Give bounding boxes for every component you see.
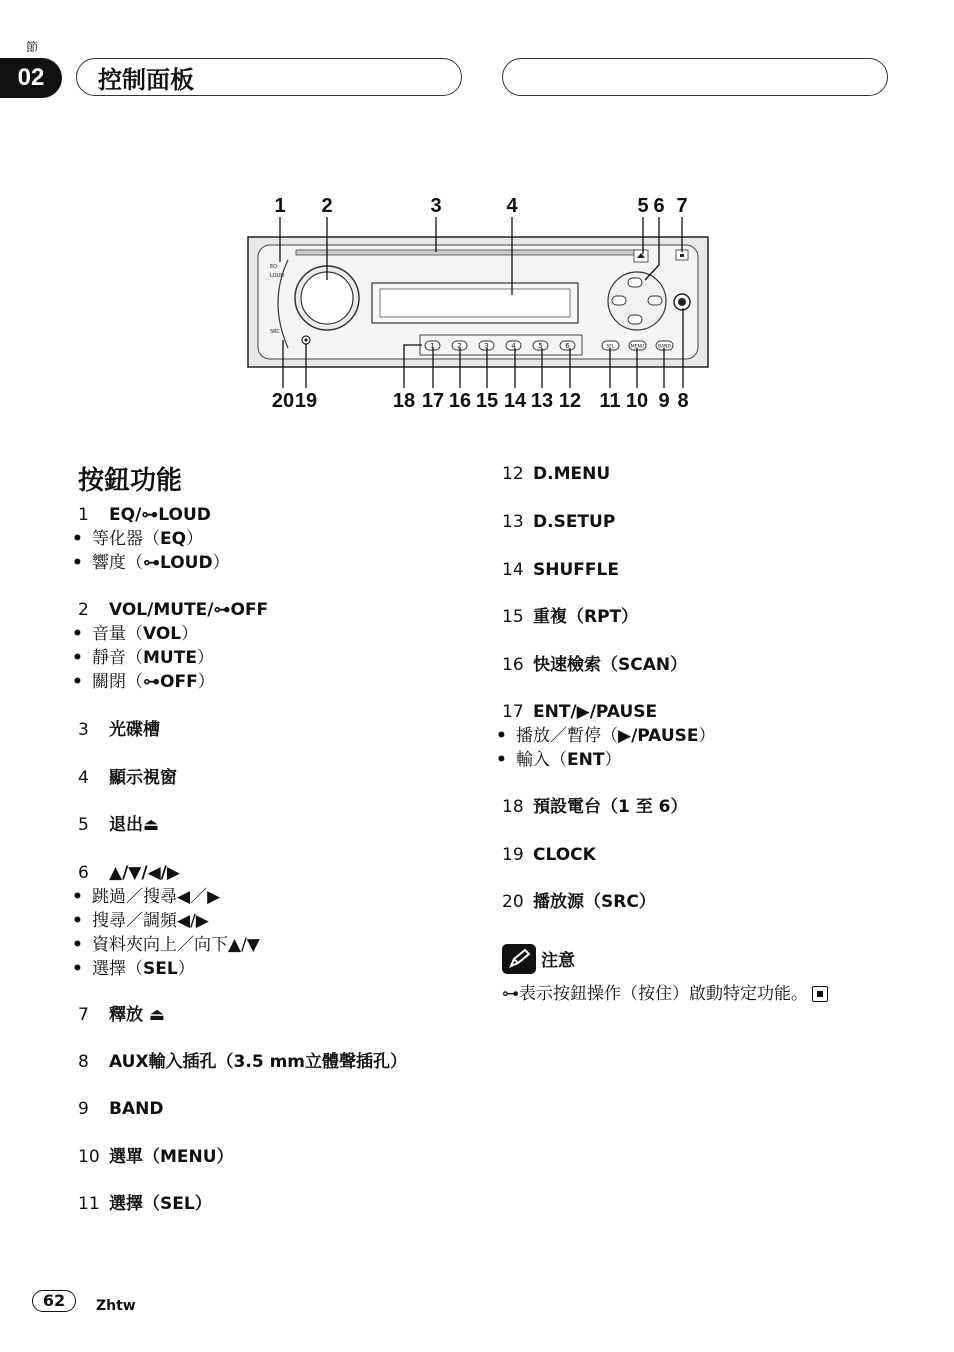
panel-loud-label: LOUD: [270, 273, 285, 279]
item-14: [502, 558, 902, 582]
title-frame-empty: [502, 58, 888, 96]
item-number: 16: [502, 655, 524, 675]
item-7: [78, 1003, 468, 1027]
item-6: [78, 861, 468, 981]
callout-1: 1: [274, 195, 286, 217]
bullet: • 響度（⊶LOUD）: [78, 551, 468, 575]
bullet: • 跳過／搜尋◀／▶: [78, 885, 468, 909]
pencil-icon: [502, 944, 536, 974]
item-title: 預設電台（1 至 6）: [533, 797, 688, 817]
item-10: [78, 1145, 468, 1169]
item-number: 12: [502, 464, 524, 484]
item-title: 顯示視窗: [109, 768, 177, 788]
callout-12: 12: [558, 390, 582, 412]
callout-13: 13: [530, 390, 554, 412]
item-number: 7: [78, 1005, 89, 1025]
page-title: 控制面板: [98, 66, 194, 94]
callout-2: 2: [321, 195, 333, 217]
item-title: 退出⏏: [109, 815, 160, 835]
item-number: 19: [502, 845, 524, 865]
item-number: 2: [78, 600, 89, 620]
item-number: 8: [78, 1052, 89, 1072]
bullet: • 靜音（MUTE）: [78, 646, 468, 670]
callout-8: 8: [677, 390, 689, 412]
callout-11: 11: [599, 390, 621, 412]
item-title: 選擇（SEL）: [109, 1194, 212, 1214]
bullet: • 搜尋／調頻◀/▶: [78, 909, 468, 933]
callout-17: 17: [421, 390, 445, 412]
item-title: 光碟槽: [109, 720, 160, 740]
item-16: [502, 653, 902, 677]
item-11: [78, 1192, 468, 1216]
item-1: [78, 503, 468, 575]
bullet: • 輸入（ENT）: [502, 748, 902, 772]
item-title: 播放源（SRC）: [533, 892, 656, 912]
bullet: • 播放／暫停（▶/PAUSE）: [502, 724, 902, 748]
bullet: • 關閉（⊶OFF）: [78, 670, 468, 694]
callout-10: 10: [625, 390, 649, 412]
item-title: ENT/▶/PAUSE: [533, 702, 658, 722]
panel-menu-label: MENU: [630, 344, 645, 350]
callout-3: 3: [430, 195, 442, 217]
item-18: [502, 795, 902, 819]
callout-6: 6: [653, 195, 665, 217]
callout-16: 16: [448, 390, 472, 412]
item-number: 13: [502, 512, 524, 532]
item-5: [78, 813, 468, 837]
item-number: 14: [502, 560, 524, 580]
callout-15: 15: [475, 390, 499, 412]
item-number: 17: [502, 702, 524, 722]
item-title: AUX輸入插孔（3.5 mm立體聲插孔）: [109, 1052, 408, 1072]
item-title: D.MENU: [533, 464, 611, 484]
section-label: 節: [26, 40, 39, 54]
page-number: 62: [32, 1290, 76, 1312]
item-number: 6: [78, 863, 89, 883]
item-4: [78, 766, 468, 790]
callout-18: 18: [392, 390, 416, 412]
bullet: • 音量（VOL）: [78, 622, 468, 646]
panel-sel-label: SEL: [606, 344, 615, 350]
callout-9: 9: [658, 390, 670, 412]
item-9: [78, 1097, 468, 1121]
item-title: CLOCK: [533, 845, 596, 865]
bullet: • 資料夾向上／向下▲/▼: [78, 933, 468, 957]
item-title: EQ/⊶LOUD: [109, 505, 211, 525]
note-title: 注意: [541, 951, 575, 971]
item-number: 1: [78, 505, 89, 525]
item-number: 20: [502, 892, 524, 912]
item-title: D.SETUP: [533, 512, 616, 532]
item-number: 15: [502, 607, 524, 627]
callout-4: 4: [506, 195, 518, 217]
note-body: ⊶表示按鈕操作（按住）啟動特定功能。: [502, 984, 808, 1004]
preset-5: 5: [538, 342, 543, 350]
item-number: 4: [78, 768, 89, 788]
language-code: Zhtw: [96, 1298, 136, 1314]
item-title: 釋放 ⏏: [109, 1005, 165, 1025]
end-mark-icon: [812, 986, 828, 1002]
bullet: • 選擇（SEL）: [78, 957, 468, 981]
preset-6: 6: [565, 342, 570, 350]
preset-4: 4: [511, 342, 516, 350]
bullet: • 等化器（EQ）: [78, 527, 468, 551]
panel-src-label: SRC: [270, 329, 280, 335]
section-number: 02: [0, 58, 62, 98]
preset-1: 1: [430, 342, 435, 350]
item-title: VOL/MUTE/⊶OFF: [109, 600, 269, 620]
item-20: [502, 890, 902, 914]
item-3: [78, 718, 468, 742]
callout-14: 14: [503, 390, 527, 412]
preset-2: 2: [457, 342, 462, 350]
item-title: 快速檢索（SCAN）: [533, 655, 688, 675]
item-title: SHUFFLE: [533, 560, 619, 580]
item-17: [502, 700, 902, 772]
functions-heading: 按鈕功能: [78, 466, 183, 496]
preset-3: 3: [484, 342, 489, 350]
control-panel-diagram: [240, 190, 720, 420]
item-19: [502, 843, 902, 867]
item-number: 11: [78, 1194, 100, 1214]
item-title: 選單（MENU）: [109, 1147, 234, 1167]
item-number: 3: [78, 720, 89, 740]
note-text: [502, 979, 828, 1004]
callout-20: 20: [271, 390, 295, 412]
callout-7: 7: [676, 195, 688, 217]
item-number: 9: [78, 1099, 89, 1119]
item-title: 重複（RPT）: [533, 607, 639, 627]
item-number: 10: [78, 1147, 100, 1167]
item-13: [502, 510, 902, 534]
item-8: [78, 1050, 468, 1074]
item-12: [502, 462, 902, 486]
callout-5: 5: [637, 195, 649, 217]
item-15: [502, 605, 902, 629]
item-number: 18: [502, 797, 524, 817]
panel-band-label: BAND: [658, 344, 671, 350]
item-number: 5: [78, 815, 89, 835]
item-title: BAND: [109, 1099, 164, 1119]
item-2: [78, 598, 468, 694]
panel-eq-label: EQ: [270, 264, 278, 270]
item-title: ▲/▼/◀/▶: [109, 863, 180, 883]
callout-19: 19: [294, 390, 318, 412]
